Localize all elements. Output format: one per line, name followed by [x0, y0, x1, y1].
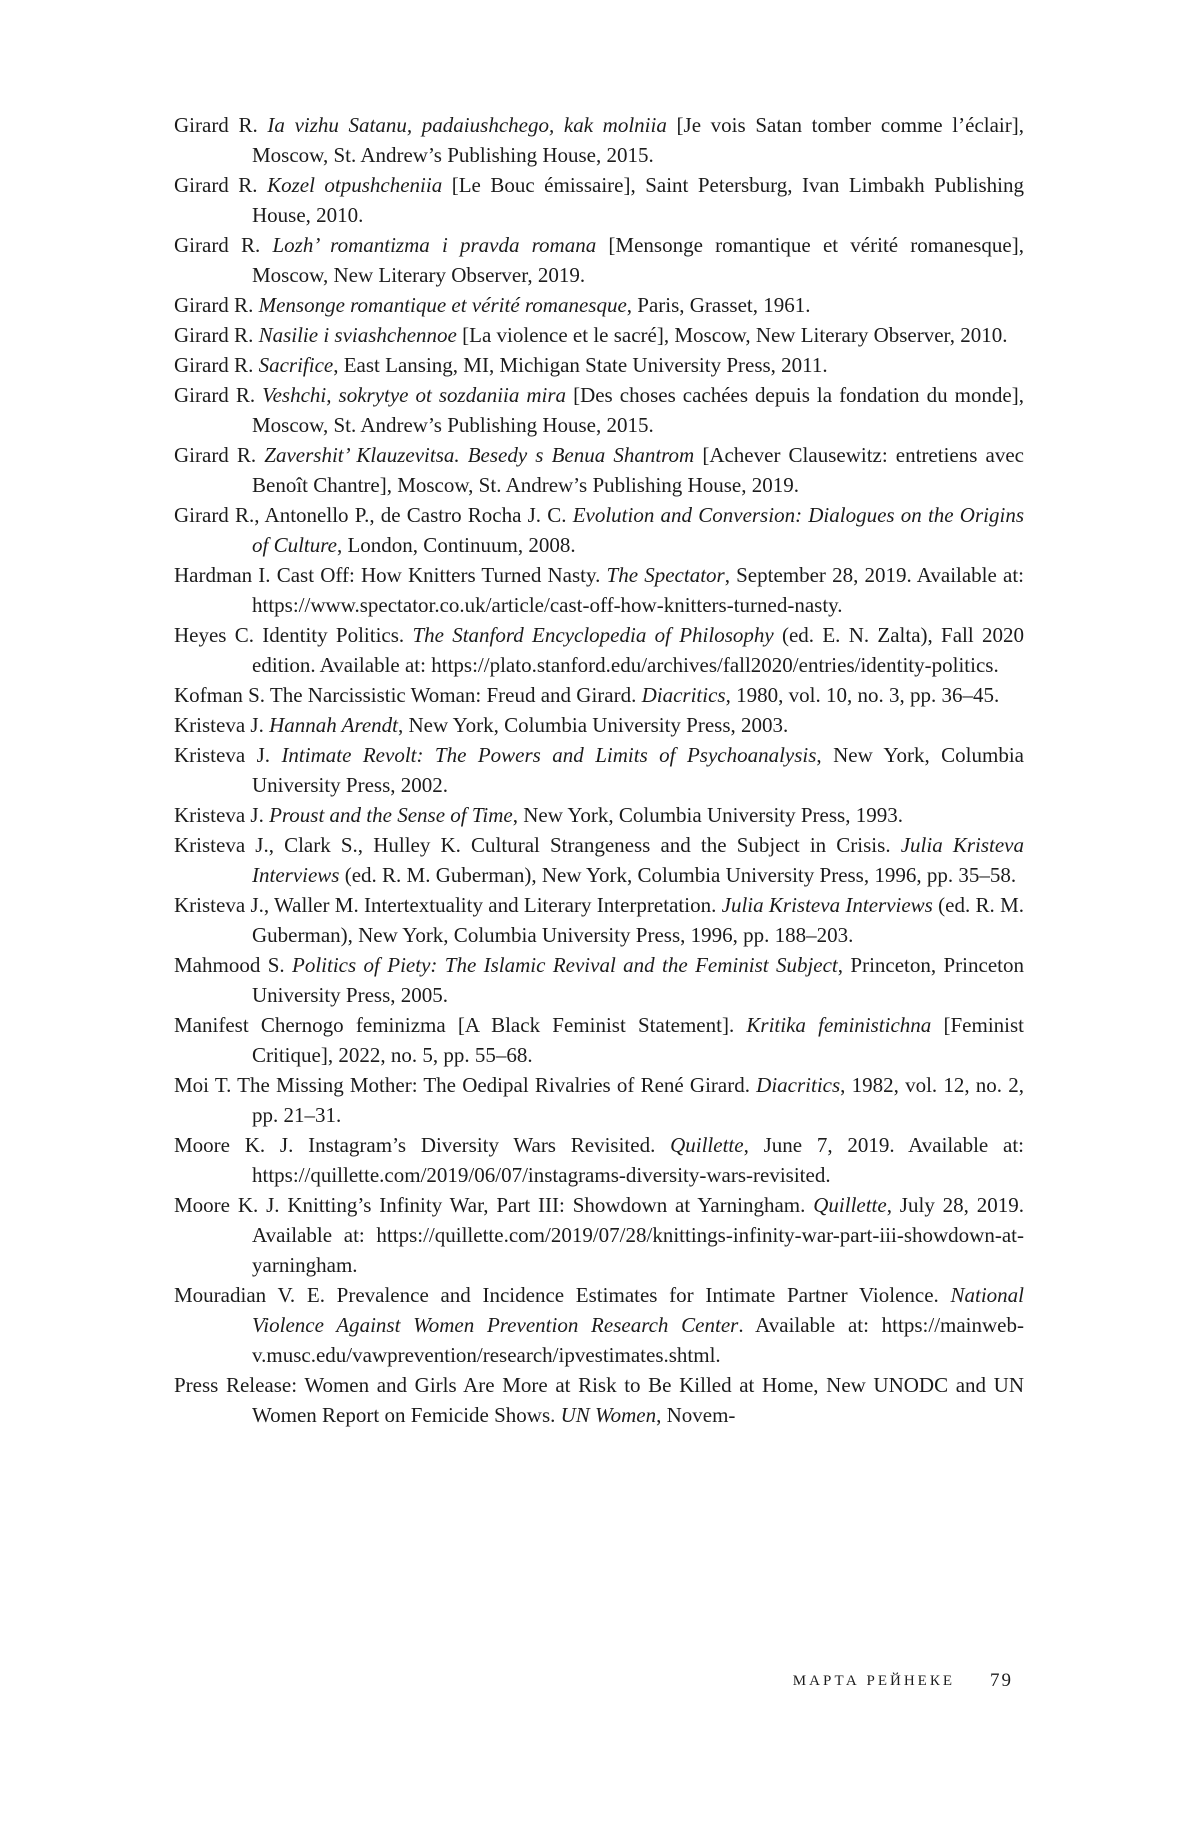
reference-entry: Girard R. Sacrifice, East Lansing, MI, Michigan State University Press, 2011. [174, 353, 828, 377]
page-number: 79 [990, 1670, 1013, 1691]
page-footer [0, 1666, 1200, 1696]
reference-entry: Girard R. Zavershit’ Klauzevitsa. Besedy s Benua Shantrom [Achever Clausewitz: entretiens avec Benoît Chantre], Moscow, St. Andrew’s Publishing House, 2019. [174, 443, 1024, 497]
reference-entry: Kofman S. The Narcissistic Woman: Freud and Girard. Diacritics, 1980, vol. 10, no. 3, pp. 36–45. [174, 683, 1000, 707]
reference-entry: Girard R. Veshchi, sokrytye ot sozdaniia mira [Des choses cachées depuis la fondation du monde], Moscow, St. Andrew’s Publishing House, 2015. [174, 383, 1024, 437]
reference-entry: Girard R. Mensonge romantique et vérité romanesque, Paris, Grasset, 1961. [174, 293, 811, 317]
reference-entry: Moi T. The Missing Mother: The Oedipal Rivalries of René Girard. Diacritics, 1982, vol. 12, no. 2, pp. 21–31. [174, 1073, 1024, 1127]
reference-entry: Mouradian V. E. Prevalence and Incidence Estimates for Intimate Partner Violence. National Violence Against Women Prevention Research Center. Available at: https://mainweb-v.musc.edu/vawprevention/research/ipvestimates.shtml. [174, 1283, 1025, 1367]
reference-entry: Moore K. J. Knitting’s Infinity War, Part III: Showdown at Yarningham. Quillette, July 28, 2019. Available at: https://quillette.com/2019/07/28/knittings-infinity-war-part-iii-showdown-at-yarningham. [174, 1193, 1025, 1277]
reference-entry: Girard R. Nasilie i sviashchennoe [La violence et le sacré], Moscow, New Literary Observer, 2010. [174, 323, 1008, 347]
reference-entry: Manifest Chernogo feminizma [A Black Feminist Statement]. Kritika feministichna [Feminist Critique], 2022, no. 5, pp. 55–68. [174, 1013, 1025, 1067]
reference-entry: Press Release: Women and Girls Are More at Risk to Be Killed at Home, New UNODC and UN Women Report on Femicide Shows. UN Women, Novem- [174, 1373, 1024, 1427]
reference-entry: Girard R. Lozh’ romantizma i pravda romana [Mensonge romantique et vérité romanesque], Moscow, New Literary Observer, 2019. [174, 233, 1024, 287]
reference-entry: Kristeva J. Intimate Revolt: The Powers and Limits of Psychoanalysis, New York, Columbia University Press, 2002. [174, 743, 1024, 797]
reference-entry: Girard R. Kozel otpushcheniia [Le Bouc émissaire], Saint Petersburg, Ivan Limbakh Publishing House, 2010. [174, 173, 1025, 227]
running-footer-author: МАРТА РЕЙНЕКЕ [792, 1673, 955, 1689]
reference-entry: Kristeva J. Proust and the Sense of Time, New York, Columbia University Press, 1993. [174, 803, 903, 827]
reference-entry: Hardman I. Cast Off: How Knitters Turned Nasty. The Spectator, September 28, 2019. Available at: https://www.spectator.co.uk/article/cast-off-how-knitters-turned-nasty. [174, 563, 1024, 617]
reference-entry: Girard R., Antonello P., de Castro Rocha J. C. Evolution and Conversion: Dialogues on the Origins of Culture, London, Continuum, 2008. [174, 503, 1024, 557]
reference-entry: Girard R. Ia vizhu Satanu, padaiushchego, kak molniia [Je vois Satan tomber comme l’éclair], Moscow, St. Andrew’s Publishing House, 2015. [174, 113, 1024, 167]
reference-entry: Kristeva J. Hannah Arendt, New York, Columbia University Press, 2003. [174, 713, 789, 737]
reference-entry: Kristeva J., Clark S., Hulley K. Cultural Strangeness and the Subject in Crisis. Julia Kristeva Interviews (ed. R. M. Guberman), New York, Columbia University Press, 1996, pp. 35–58. [174, 833, 1025, 887]
reference-entry: Moore K. J. Instagram’s Diversity Wars Revisited. Quillette, June 7, 2019. Available at: https://quillette.com/2019/06/07/instagrams-diversity-wars-revisited. [174, 1133, 1024, 1187]
reference-entry: Mahmood S. Politics of Piety: The Islamic Revival and the Feminist Subject, Princeton, Princeton University Press, 2005. [174, 953, 1024, 1007]
reference-entry: Kristeva J., Waller M. Intertextuality and Literary Interpretation. Julia Kristeva Interviews (ed. R. M. Guberman), New York, Columbia University Press, 1996, pp. 188–203. [174, 893, 1024, 947]
reference-entry: Heyes C. Identity Politics. The Stanford Encyclopedia of Philosophy (ed. E. N. Zalta), Fall 2020 edition. Available at: https://plato.stanford.edu/archives/fall2020/entries/identity-politics. [174, 623, 1024, 677]
bibliography [174, 110, 1024, 1430]
